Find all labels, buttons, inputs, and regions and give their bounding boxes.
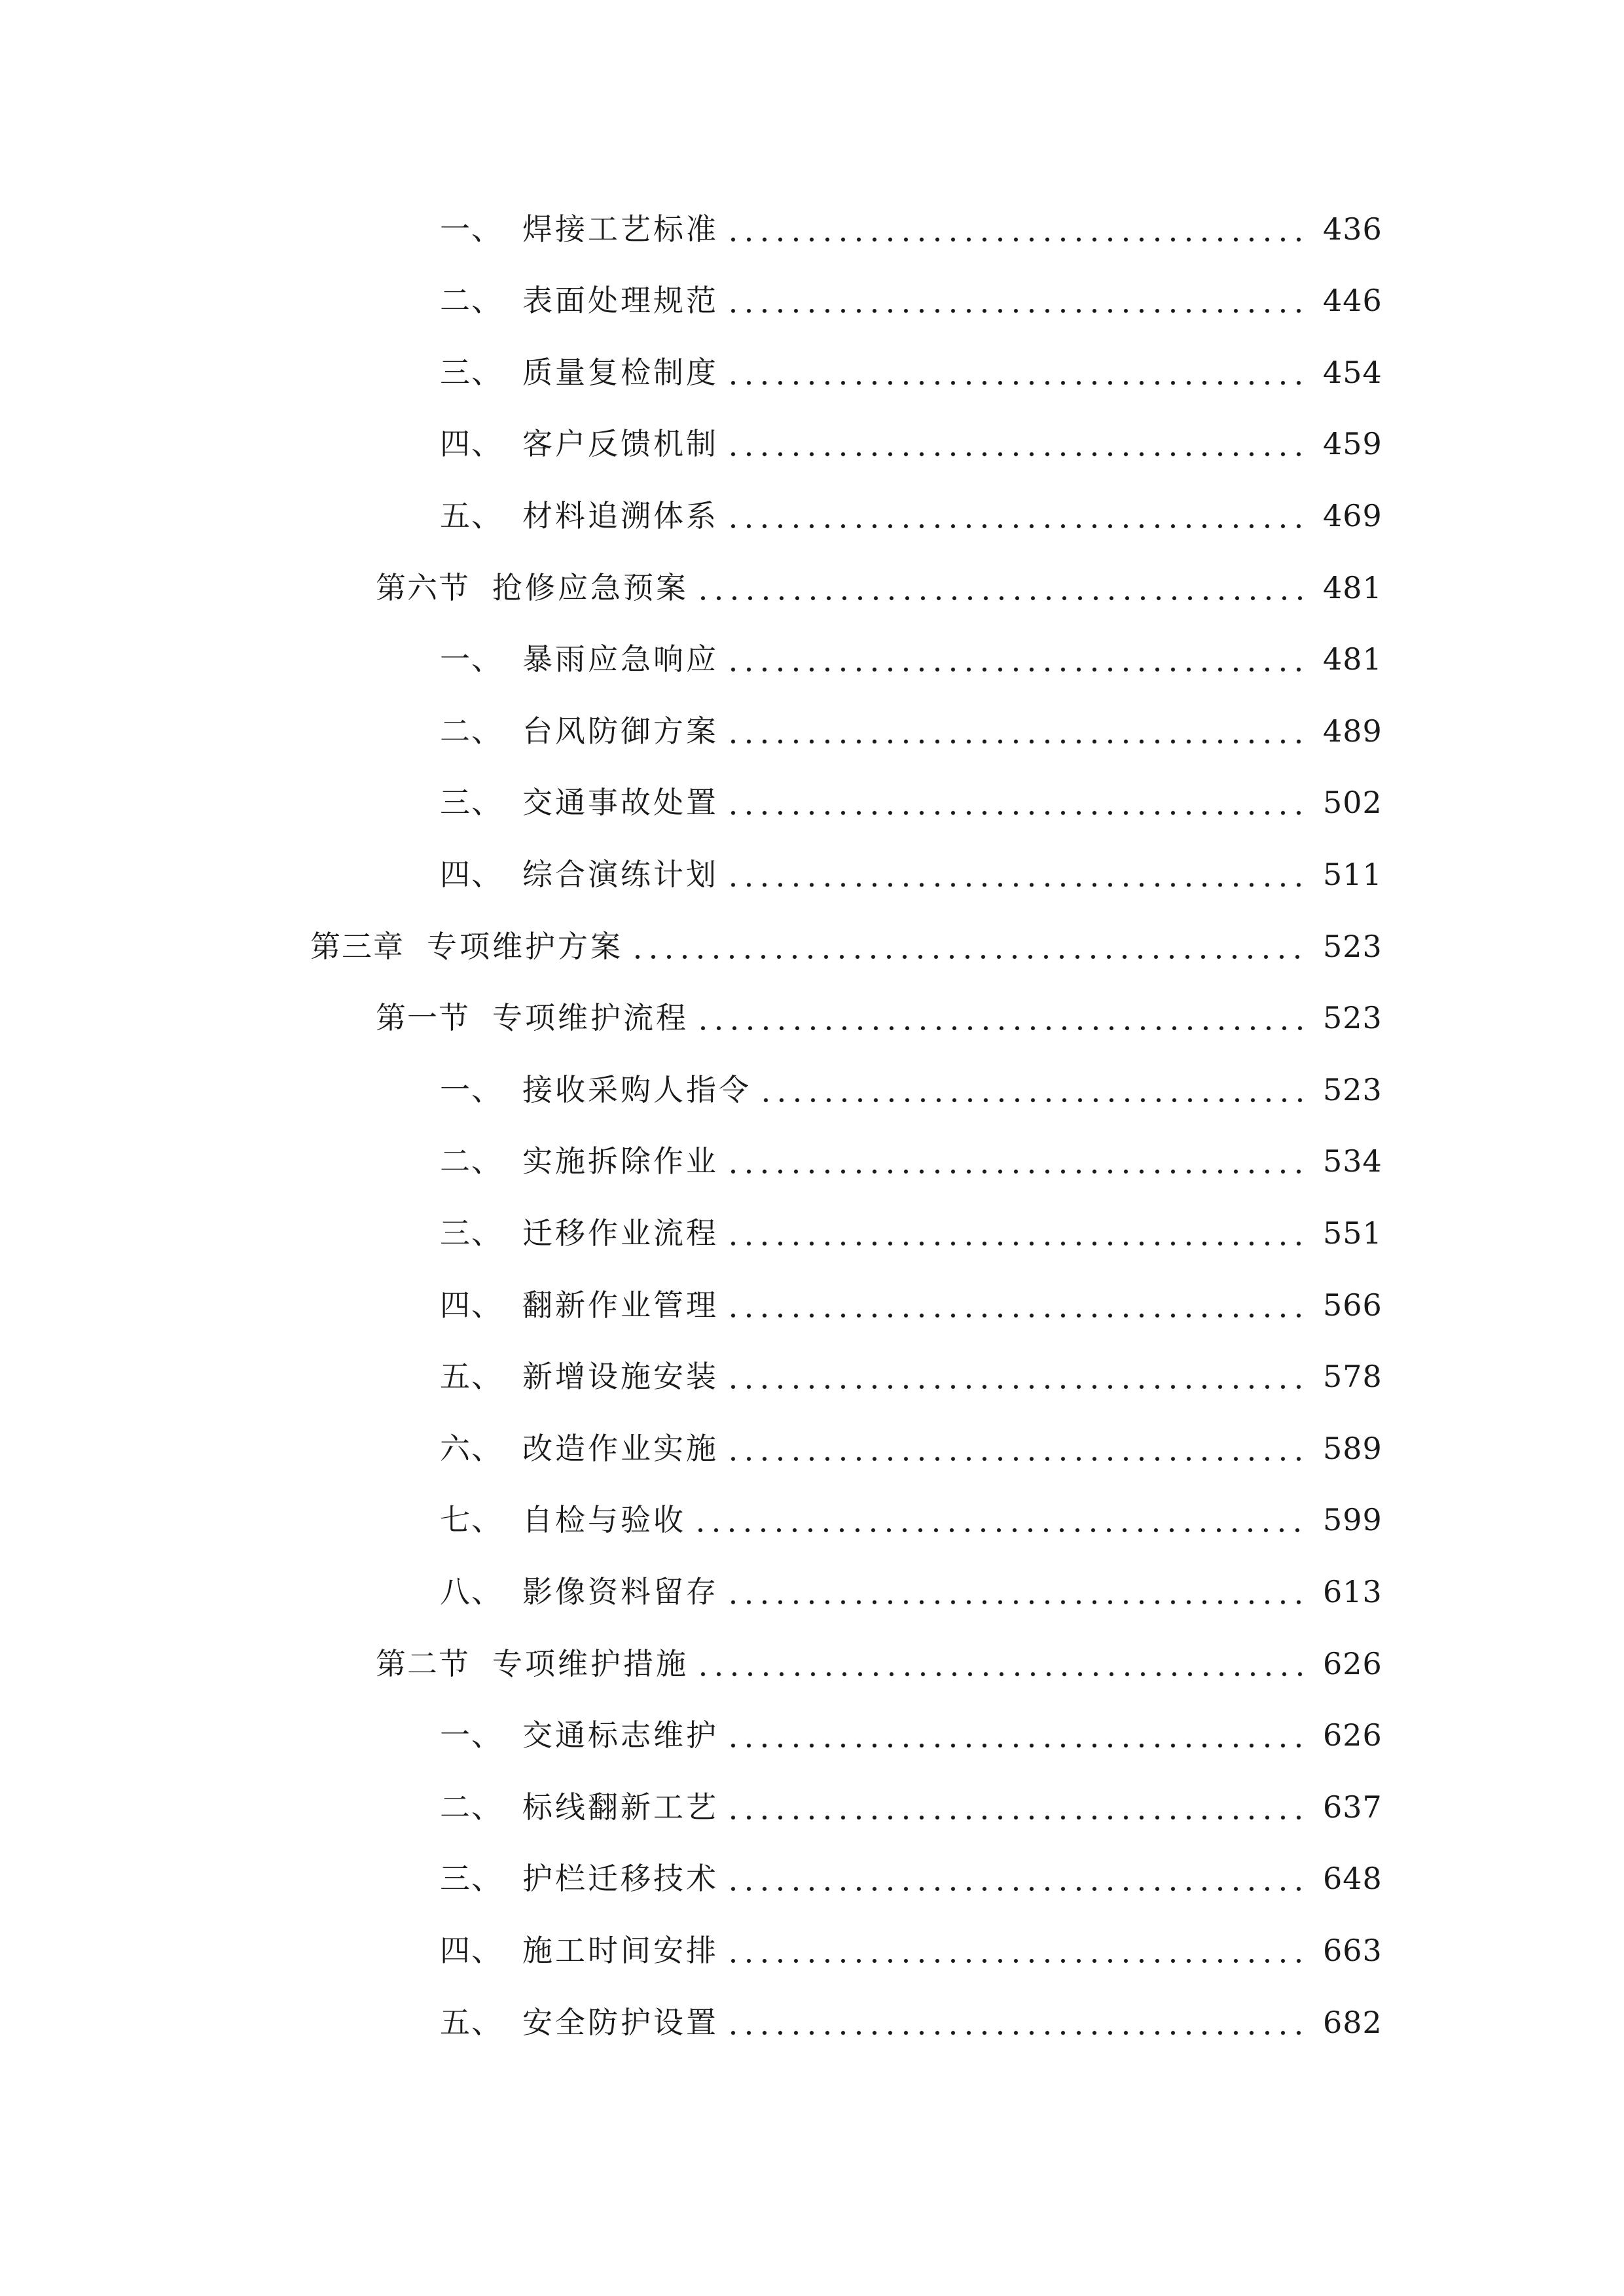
toc-entry-number: 第三章 [310, 929, 405, 964]
toc-entry-title: 专项维护方案 [427, 929, 623, 964]
toc-entry[interactable] [440, 1852, 1382, 1905]
toc-entry-number: 二、 [440, 283, 503, 318]
toc-entry[interactable] [376, 992, 1382, 1044]
toc-entry-number: 三、 [440, 1215, 503, 1251]
dot-leader [725, 1279, 1303, 1331]
toc-entry-page: 523 [1323, 1072, 1382, 1107]
toc-entry[interactable] [310, 920, 1382, 973]
toc-entry-number: 四、 [440, 1287, 503, 1323]
toc-entry-page: 599 [1323, 1502, 1382, 1537]
dot-leader [725, 633, 1303, 685]
toc-entry-number: 五、 [440, 2005, 503, 2040]
toc-entry-page: 446 [1323, 283, 1382, 318]
dot-leader [725, 1709, 1303, 1761]
dot-leader [758, 1064, 1303, 1116]
toc-entry[interactable] [376, 1638, 1382, 1690]
toc-entry[interactable] [440, 1350, 1382, 1403]
toc-entry-title: 接收采购人指令 [522, 1072, 751, 1107]
toc-entry[interactable] [440, 1494, 1382, 1546]
dot-leader [725, 203, 1303, 255]
toc-entry-page: 589 [1323, 1431, 1382, 1466]
toc-entry-title: 自检与验收 [522, 1502, 686, 1537]
toc-entry-title: 材料追溯体系 [522, 498, 719, 533]
toc-entry[interactable] [440, 1996, 1382, 2049]
toc-entry-number: 四、 [440, 857, 503, 892]
toc-entry[interactable] [440, 633, 1382, 685]
toc-entry-title: 迁移作业流程 [522, 1215, 719, 1251]
toc-entry-title: 标线翻新工艺 [522, 1789, 719, 1825]
toc-entry-number: 二、 [440, 1789, 503, 1825]
dot-leader [725, 1566, 1303, 1618]
dot-leader [725, 848, 1303, 901]
toc-entry-page: 682 [1323, 2005, 1382, 2040]
toc-entry[interactable] [440, 1207, 1382, 1259]
toc-entry-title: 焊接工艺标准 [522, 211, 719, 247]
dot-leader [725, 1422, 1303, 1475]
toc-entry[interactable] [440, 1279, 1382, 1331]
toc-entry-title: 综合演练计划 [522, 857, 719, 892]
toc-entry-number: 二、 [440, 1143, 503, 1179]
toc-entry-number: 第一节 [376, 1000, 470, 1035]
toc-entry-page: 523 [1323, 1000, 1382, 1035]
toc-entry-page: 454 [1323, 355, 1382, 390]
dot-leader [725, 418, 1303, 470]
toc-entry-title: 交通标志维护 [522, 1717, 719, 1753]
dot-leader [630, 920, 1303, 973]
toc-entry-title: 专项维护措施 [492, 1646, 689, 1681]
toc-entry-page: 613 [1323, 1574, 1382, 1609]
toc-entry[interactable] [440, 776, 1382, 829]
toc-entry-number: 一、 [440, 641, 503, 677]
toc-entry-page: 459 [1323, 426, 1382, 461]
toc-entry-page: 523 [1323, 929, 1382, 964]
toc-entry-title: 表面处理规范 [522, 283, 719, 318]
toc-entry-number: 一、 [440, 1072, 503, 1107]
toc-entry-number: 三、 [440, 355, 503, 390]
toc-entry-title: 暴雨应急响应 [522, 641, 719, 677]
toc-entry[interactable] [440, 1064, 1382, 1116]
toc-entry-page: 648 [1323, 1861, 1382, 1896]
toc-entry[interactable] [440, 1422, 1382, 1475]
toc-entry-title: 影像资料留存 [522, 1574, 719, 1609]
toc-entry-page: 481 [1323, 570, 1382, 605]
toc-entry-number: 五、 [440, 1359, 503, 1394]
toc-entry[interactable] [440, 490, 1382, 542]
dot-leader [725, 1350, 1303, 1403]
toc-entry[interactable] [376, 562, 1382, 614]
toc-entry-title: 施工时间安排 [522, 1933, 719, 1968]
dot-leader [725, 1135, 1303, 1187]
toc-entry-title: 护栏迁移技术 [522, 1861, 719, 1896]
dot-leader [725, 346, 1303, 399]
dot-leader [695, 1638, 1303, 1690]
toc-entry[interactable] [440, 1566, 1382, 1618]
toc-entry-page: 469 [1323, 498, 1382, 533]
toc-entry-number: 第二节 [376, 1646, 470, 1681]
toc-entry-title: 台风防御方案 [522, 713, 719, 749]
dot-leader [725, 1852, 1303, 1905]
toc-entry-number: 四、 [440, 426, 503, 461]
dot-leader [695, 992, 1303, 1044]
toc-entry-number: 七、 [440, 1502, 503, 1537]
toc-entry-title: 安全防护设置 [522, 2005, 719, 2040]
toc-entry-page: 626 [1323, 1646, 1382, 1681]
toc-entry-title: 实施拆除作业 [522, 1143, 719, 1179]
toc-entry-number: 二、 [440, 713, 503, 749]
dot-leader [693, 1494, 1303, 1546]
toc-entry-page: 481 [1323, 641, 1382, 677]
toc-entry-title: 质量复检制度 [522, 355, 719, 390]
toc-entry-page: 663 [1323, 1933, 1382, 1968]
toc-entry-page: 578 [1323, 1359, 1382, 1394]
dot-leader [725, 705, 1303, 757]
toc-entry-page: 511 [1323, 857, 1382, 892]
toc-entry[interactable] [440, 1781, 1382, 1833]
toc-entry-number: 三、 [440, 1861, 503, 1896]
toc-entry-number: 四、 [440, 1933, 503, 1968]
toc-entry-title: 客户反馈机制 [522, 426, 719, 461]
dot-leader [725, 1781, 1303, 1833]
toc-entry-page: 566 [1323, 1287, 1382, 1323]
toc-entry[interactable] [440, 1924, 1382, 1977]
toc-entry-page: 637 [1323, 1789, 1382, 1825]
toc-entry-page: 489 [1323, 713, 1382, 749]
dot-leader [725, 490, 1303, 542]
toc-entry-title: 翻新作业管理 [522, 1287, 719, 1323]
toc-entry-page: 534 [1323, 1143, 1382, 1179]
toc-entry[interactable] [440, 1135, 1382, 1187]
toc-entry-number: 一、 [440, 1717, 503, 1753]
dot-leader [725, 1924, 1303, 1977]
dot-leader [725, 776, 1303, 829]
toc-entry-page: 502 [1323, 785, 1382, 820]
toc-entry-number: 三、 [440, 785, 503, 820]
toc-entry[interactable] [440, 203, 1382, 255]
toc-entry-title: 交通事故处置 [522, 785, 719, 820]
toc-entry[interactable] [440, 274, 1382, 327]
toc-entry-number: 八、 [440, 1574, 503, 1609]
toc-entry[interactable] [440, 418, 1382, 470]
dot-leader [725, 1996, 1303, 2049]
toc-entry-number: 六、 [440, 1431, 503, 1466]
toc-entry-title: 抢修应急预案 [492, 570, 689, 605]
toc-entry[interactable] [440, 346, 1382, 399]
toc-entry-page: 626 [1323, 1717, 1382, 1753]
toc-entry[interactable] [440, 705, 1382, 757]
dot-leader [695, 562, 1303, 614]
dot-leader [725, 274, 1303, 327]
toc-entry-page: 436 [1323, 211, 1382, 247]
toc-entry-number: 五、 [440, 498, 503, 533]
toc-entry-title: 专项维护流程 [492, 1000, 689, 1035]
toc-entry-title: 新增设施安装 [522, 1359, 719, 1394]
toc-entry-title: 改造作业实施 [522, 1431, 719, 1466]
dot-leader [725, 1207, 1303, 1259]
toc-entry-number: 一、 [440, 211, 503, 247]
toc-entry[interactable] [440, 848, 1382, 901]
toc-entry-page: 551 [1323, 1215, 1382, 1251]
toc-entry[interactable] [440, 1709, 1382, 1761]
toc-entry-number: 第六节 [376, 570, 470, 605]
